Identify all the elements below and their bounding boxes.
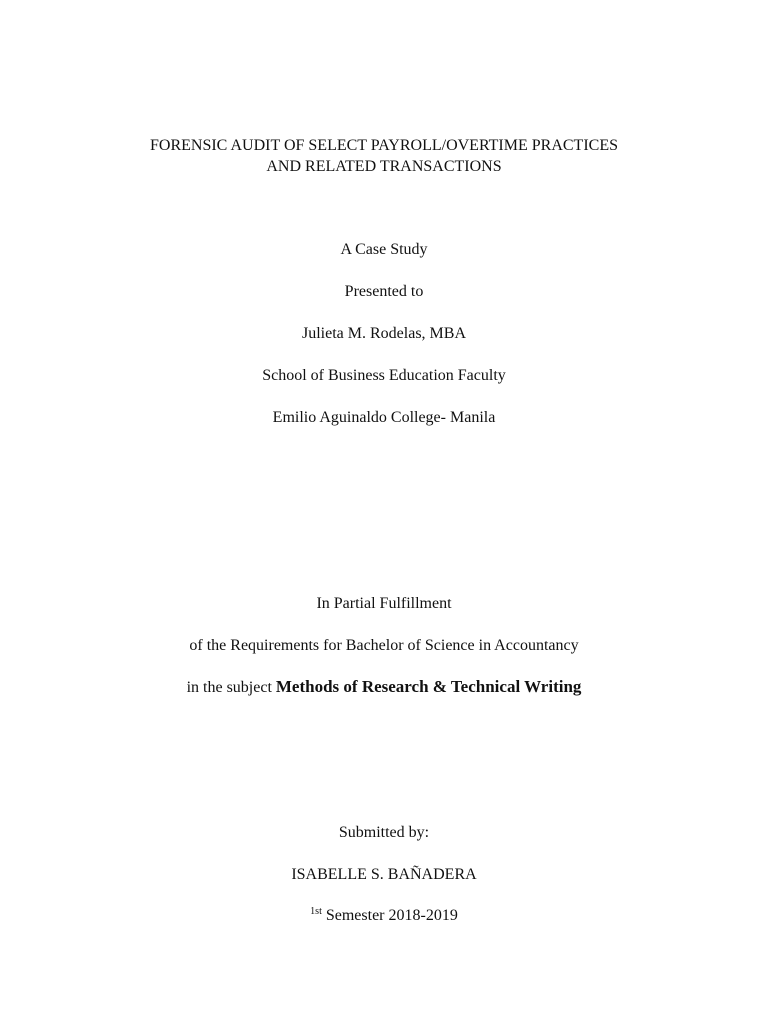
- instructor-name: Julieta M. Rodelas, MBA: [302, 325, 466, 342]
- title-line-1: FORENSIC AUDIT OF SELECT PAYROLL/OVERTIME PRACTICES: [150, 137, 618, 154]
- semester-superscript: 1st: [310, 906, 322, 917]
- fulfillment-line: In Partial Fulfillment: [316, 595, 452, 612]
- presented-to: Presented to: [344, 283, 424, 300]
- semester-line: [0, 906, 768, 926]
- title-line-2: AND RELATED TRANSACTIONS: [266, 158, 502, 175]
- faculty-name: School of Business Education Faculty: [262, 367, 506, 384]
- school-name: Emilio Aguinaldo College- Manila: [272, 409, 496, 426]
- subject-name: Methods of Research & Technical Writing: [275, 677, 582, 696]
- subject-prefix: in the subject: [186, 679, 276, 696]
- submitted-by-label: Submitted by:: [338, 824, 430, 841]
- subject-line: [0, 677, 768, 698]
- author-name: ISABELLE S. BAÑADERA: [291, 866, 477, 883]
- requirements-line: of the Requirements for Bachelor of Science in Accountancy: [189, 637, 579, 654]
- document-type: A Case Study: [340, 241, 428, 258]
- semester-text: Semester 2018-2019: [321, 907, 458, 924]
